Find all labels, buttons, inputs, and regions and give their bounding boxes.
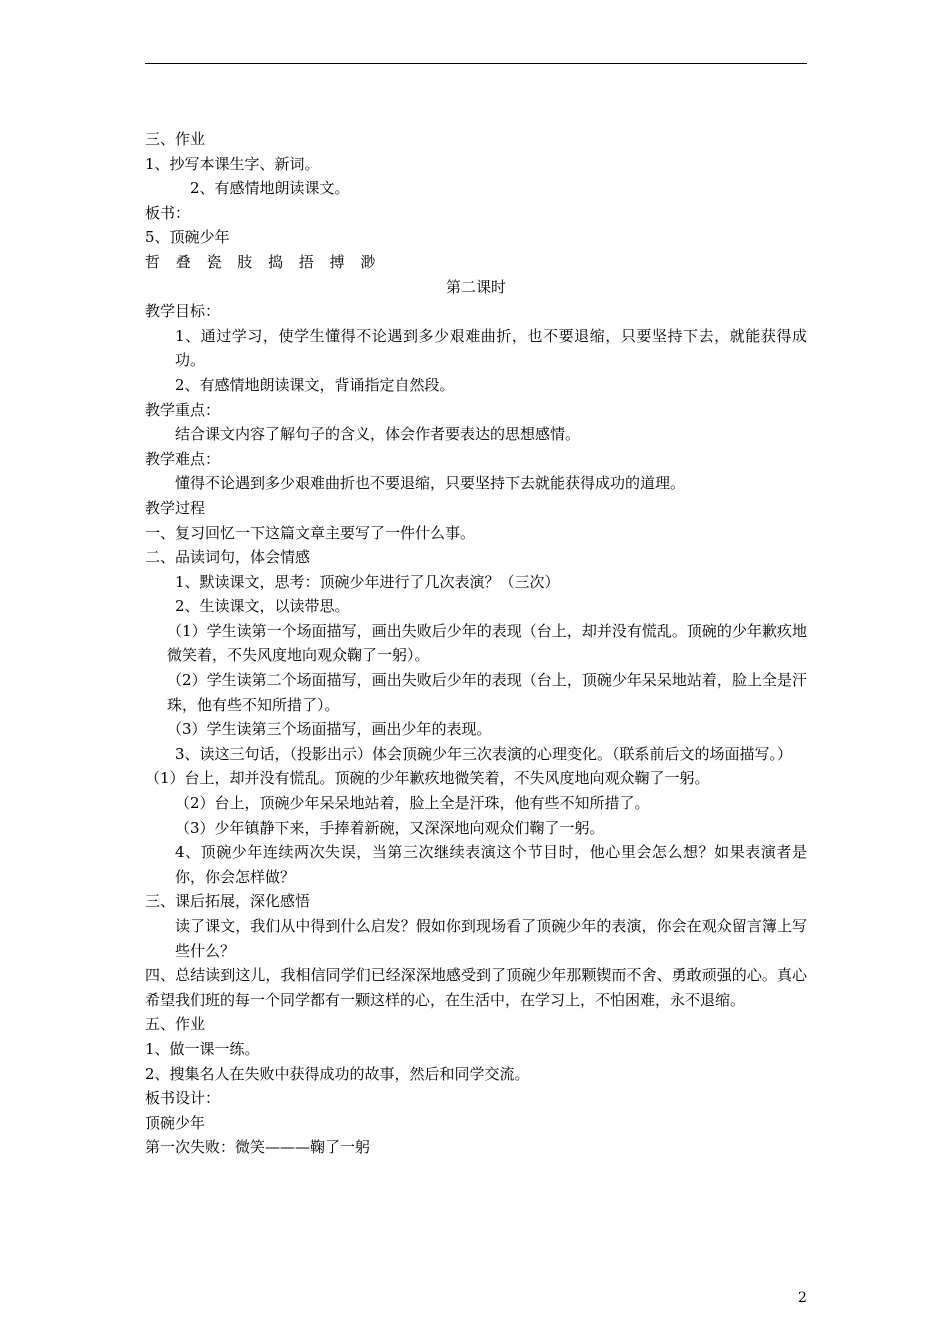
step-2-item-2: 2、生读课文，以读带思。 [175, 597, 350, 616]
process-heading: 教学过程 [145, 498, 206, 517]
homework-2-item-1: 1、做一课一练。 [145, 1039, 260, 1058]
second-period-heading: 第二课时 [445, 277, 506, 296]
objective-2: 2、有感情地朗读课文，背诵指定自然段。 [175, 375, 455, 394]
page-number: 2 [798, 1290, 807, 1306]
objective-1: 1、通过学习，使学生懂得不论遇到多少艰难曲折，也不要退缩，只要坚持下去，就能获得成功。 [175, 326, 807, 370]
process-step-3: 三、课后拓展，深化感悟 [145, 892, 311, 911]
quote-2: （2）台上，顶碗少年呆呆地站着，脸上全是汗珠，他有些不知所措了。 [175, 794, 650, 813]
step-2-item-3: 3、读这三句话，（投影出示）体会顶碗少年三次表演的心理变化。（联系前后文的场面描写。） [175, 744, 793, 763]
difficulty-text: 懂得不论遇到多少艰难曲折也不要退缩，只要坚持下去就能获得成功的道理。 [175, 474, 686, 493]
key-point: 结合课文内容了解句子的含义，体会作者要表达的思想感情。 [175, 425, 581, 444]
lesson-title: 5、顶碗少年 [145, 228, 230, 247]
blackboard-heading: 板书： [145, 203, 191, 222]
key-points-heading: 教学重点： [145, 400, 221, 419]
homework-item-1: 1、抄写本课生字、新词。 [145, 154, 320, 173]
blackboard-line-1: 第一次失败：微笑———鞠了一躬 [145, 1138, 371, 1157]
process-step-1: 一、复习回忆一下这篇文章主要写了一件什么事。 [145, 523, 476, 542]
process-step-5: 五、作业 [145, 1015, 206, 1034]
step-2-item-4: 4、顶碗少年连续两次失误，当第三次继续表演这个节目时，他心里会怎么想？如果表演者是你，你会怎样做？ [175, 843, 807, 886]
difficulty-heading: 教学难点： [145, 449, 221, 468]
blackboard-design-heading: 板书设计： [145, 1089, 221, 1108]
quote-3: （3）少年镇静下来，手捧着新碗，又深深地向观众们鞠了一躬。 [175, 818, 605, 837]
document-body [145, 127, 807, 1160]
objectives-heading: 教学目标： [145, 302, 221, 321]
blackboard-title: 顶碗少年 [145, 1113, 206, 1132]
homework-2-item-2: 2、搜集名人在失败中获得成功的故事，然后和同学交流。 [145, 1064, 530, 1083]
section-homework-heading: 三、作业 [145, 130, 206, 148]
homework-item-2: 2、有感情地朗读课文。 [190, 179, 350, 198]
quote-1: （1）台上，却并没有慌乱。顶碗的少年歉疚地微笑着，不失风度地向观众鞠了一躬。 [145, 769, 710, 788]
header-rule [145, 63, 807, 64]
scene-1-task: （1）学生读第一个场面描写，画出失败后少年的表现（台上，却并没有慌乱。顶碗的少年歉疚地微笑着，不失风度地向观众鞠了一躬）。 [167, 621, 807, 665]
step-3-text: 读了课文，我们从中得到什么启发？假如你到现场看了顶碗少年的表演，你会在观众留言簿上写些什么？ [175, 917, 807, 960]
process-step-2: 二、品读词句，体会情感 [145, 548, 311, 567]
scene-2-task: （2）学生读第二个场面描写，画出失败后少年的表现（台上，顶碗少年呆呆地站着，脸上全是汗珠，他有些不知所措了）。 [167, 671, 807, 714]
scene-3-task: （3）学生读第三个场面描写，画出少年的表现。 [167, 720, 492, 739]
process-step-4: 四、总结读到这儿，我相信同学们已经深深地感受到了顶碗少年那颗锲而不舍、勇敢顽强的心。真心希望我们班的每一个同学都有一颗这样的心，在生活中，在学习上，不怕困难，永不退缩。 [145, 966, 807, 1009]
step-2-item-1: 1、默读课文，思考：顶碗少年进行了几次表演？（三次） [175, 572, 560, 591]
new-characters: 哲 叠 瓷 肢 捣 捂 搏 渺 [145, 252, 376, 271]
